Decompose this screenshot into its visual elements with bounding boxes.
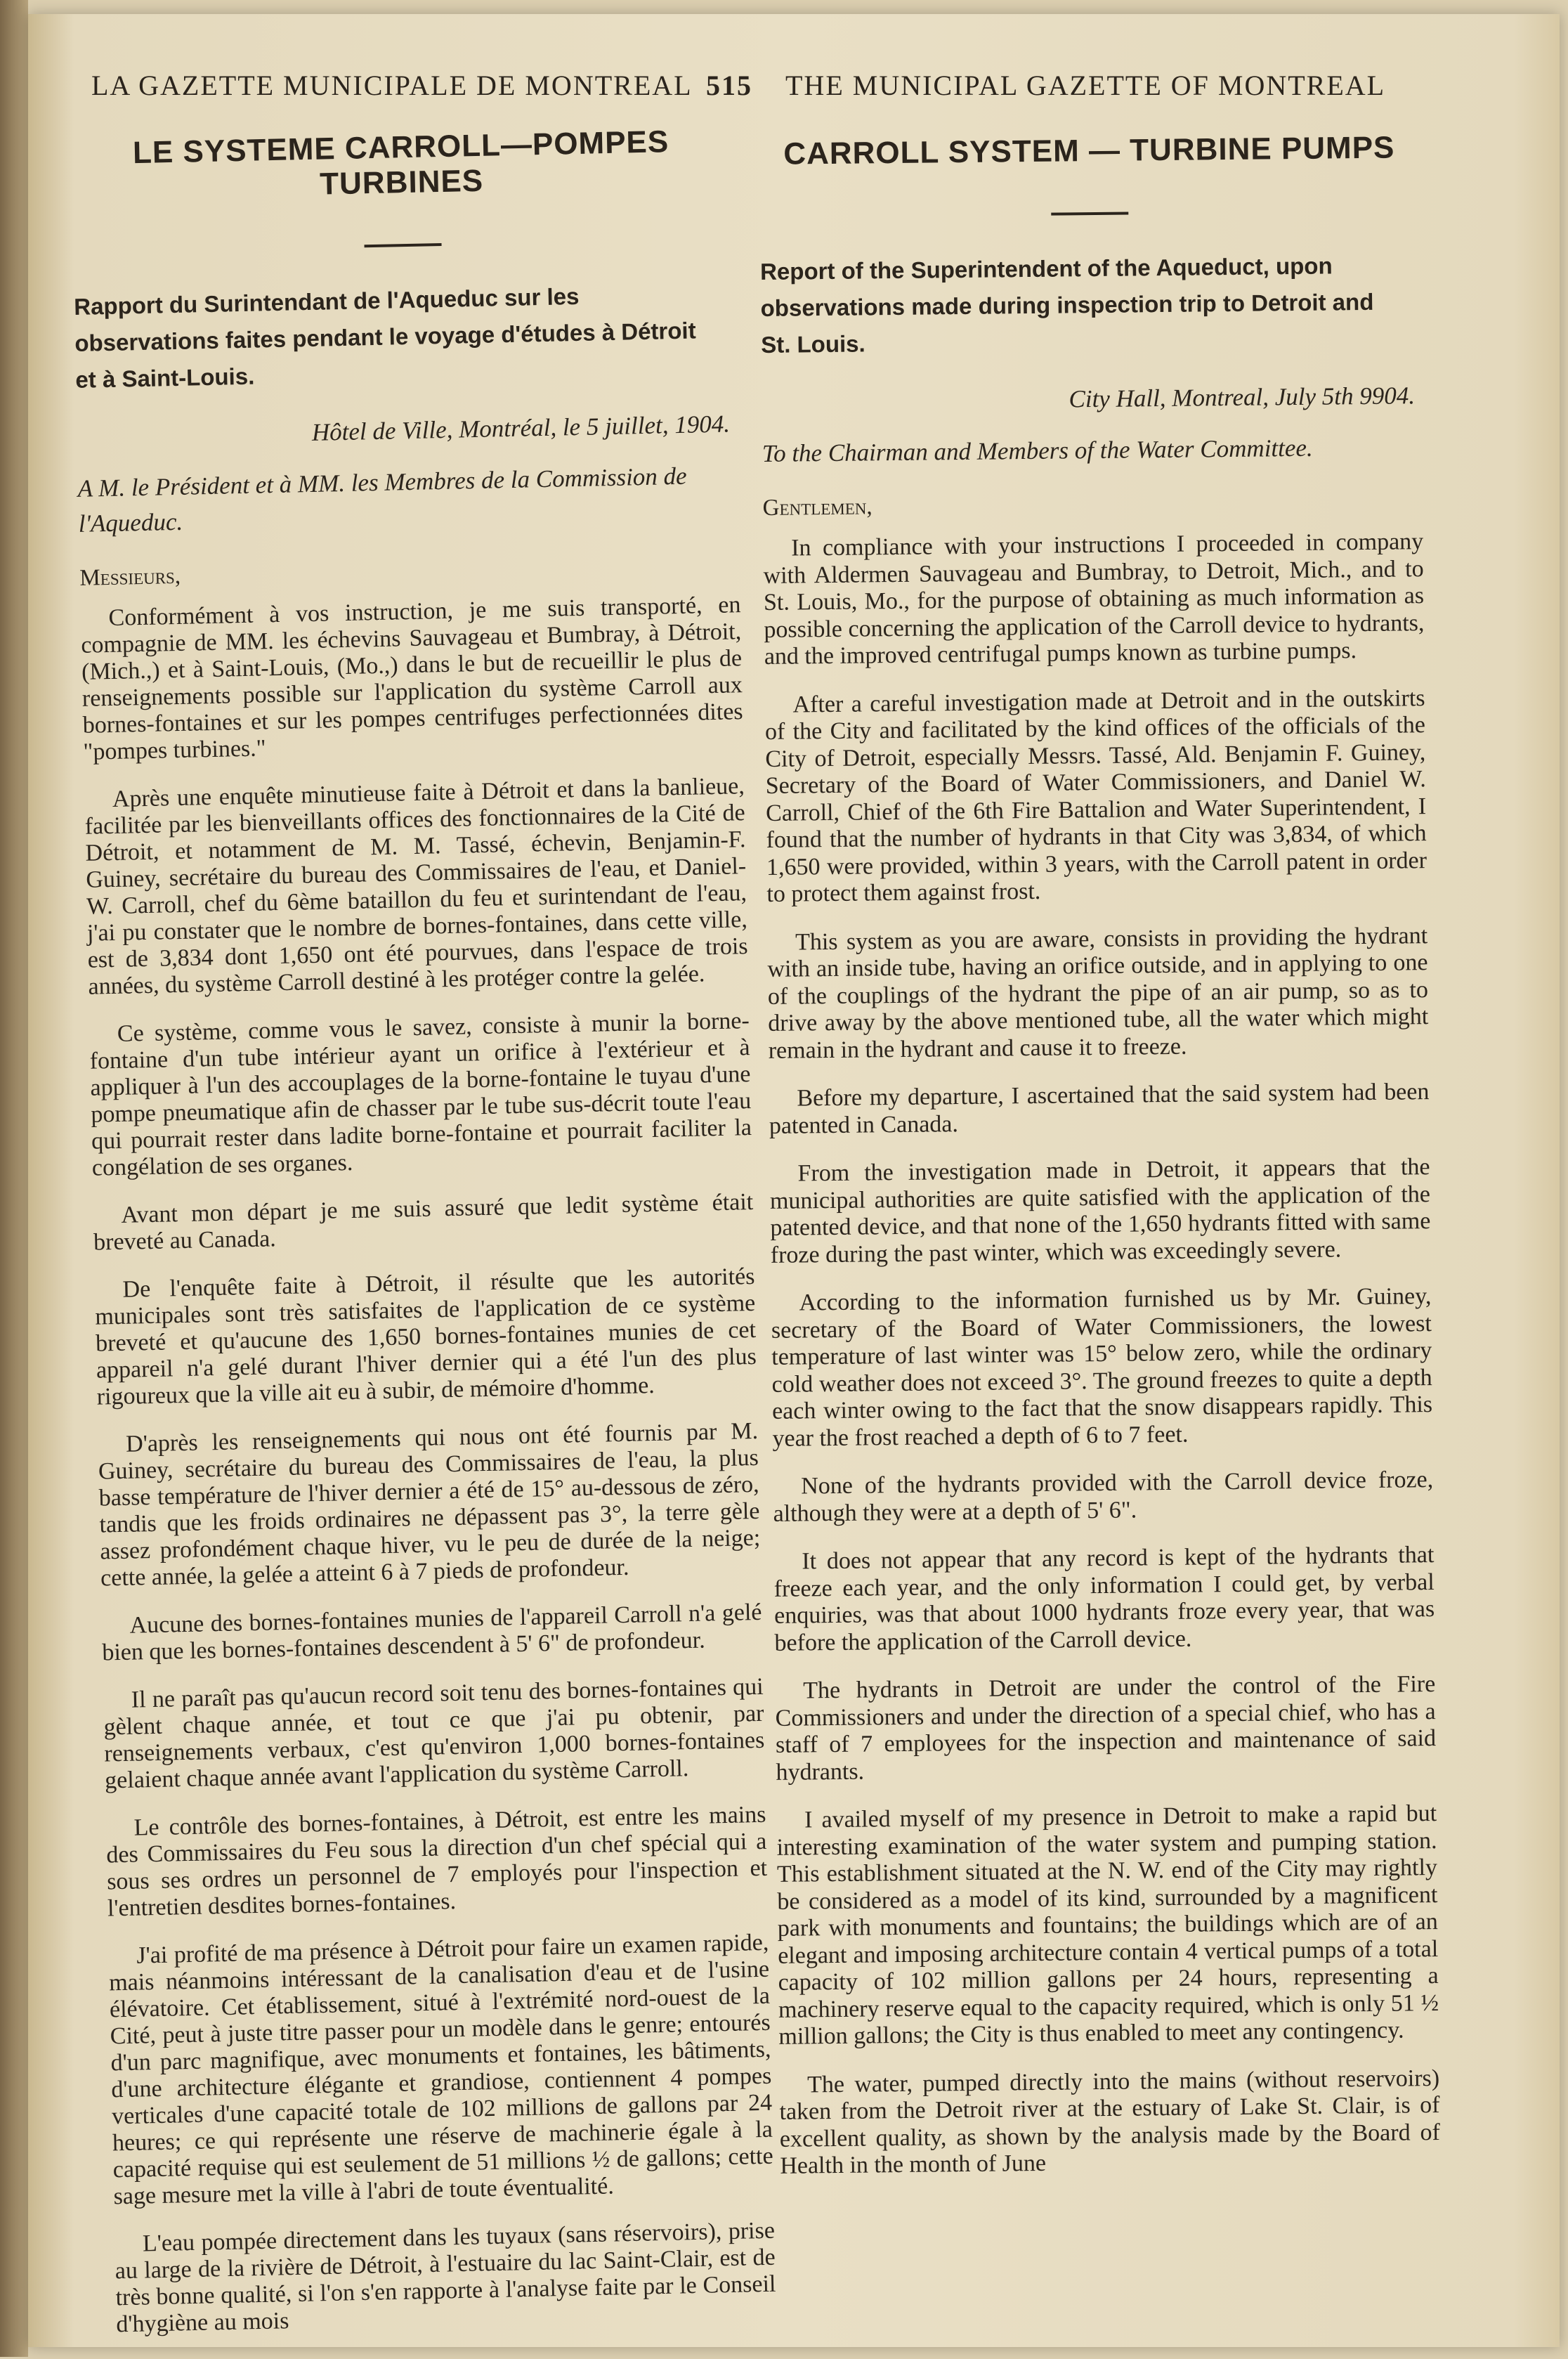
- french-greeting: Messieurs,: [79, 563, 181, 591]
- french-paragraph: Après une enquête minutieuse faite à Détroit et dans la banlieue, facilitée par les bienveillants offices des fonctionnaires de la Cité de Détroit, et notamment de M. M. Tassé, échevin, Benjamin-F. Guiney, secrétaire du bureau des Commissaires de l'eau, et Daniel-W. Carroll, chef du 6ème bataillon du feu et surintendant de l'eau, j'ai pu constater que le nombre de bornes-fontaines, dans cette ville, est de 3,834 dont 1,650 ont été pourvues, dans l'espace de trois années, du système Carroll destiné à les protéger contre la gelée.: [84, 773, 748, 1000]
- french-title: LE SYSTEME CARROLL—POMPES TURBINES: [132, 124, 669, 202]
- french-place-date: Hôtel de Ville, Montréal, le 5 juillet, 1904.: [311, 410, 731, 446]
- english-paragraph: The water, pumped directly into the mains (without reservoirs) taken from the Detroit river at the estuary of Lake St. Clair, is of excellent quality, as shown by the analysis made by the Board of Health in the month of June: [779, 2065, 1441, 2179]
- english-paragraph: It does not appear that any record is kept of the hydrants that freeze each year, and the only information I could get, by verbal enquiries, was that about 1000 hydrants froze every year, that was before the application of the Carroll device.: [773, 1542, 1435, 1656]
- french-paragraph: Conformément à vos instruction, je me suis transporté, en compagnie de MM. les échevins Sauvageau et Bumbray, à Détroit, (Mich.,) et à Saint-Louis, (Mo.,) dans le but de recueillir le plus de renseignements possible sur l'application du système Carroll aux bornes-fontaines et sur les pompes centrifuges perfectionnées dites "pompes turbines.": [80, 592, 743, 765]
- page-number: 515: [706, 70, 752, 101]
- title-rule: [1051, 212, 1128, 215]
- french-paragraph: Avant mon départ je me suis assuré que ledit système était breveté au Canada.: [93, 1188, 754, 1256]
- title-rule: [365, 243, 442, 247]
- french-paragraph: De l'enquête faite à Détroit, il résulte que les autorités municipales sont très satisfaites de l'application de ce système breveté et qu'aucune des 1,650 bornes-fontaines munies de cet appareil n'a gelé durant l'hiver dernier qui a été l'un des plus rigoureux que la ville ait eu à subir, de mémoire d'homme.: [94, 1263, 757, 1410]
- french-paragraph: Ce système, comme vous le savez, consiste à munir la borne-fontaine d'un tube intérieur ayant un orifice à l'extérieur et à appliquer à l'un des accouplages de la borne-fontaine le tuyau d'une pompe pneumatique afin de chasser par le tube sus-décrit toute l'eau qui pourrait rester dans ladite borne-fontaine et pourrait faciliter la congélation de ses organes.: [89, 1008, 752, 1181]
- english-paragraph: According to the information furnished us by Mr. Guiney, secretary of the Board of Water Commissioners, the lowest temperature of last winter was 15° below zero, while the ordinary cold weather does not exceed 3°. The ground freezes to quite a depth each winter owing to the fact that the snow disappears rapidly. This year the frost reached a depth of 6 to 7 feet.: [771, 1283, 1433, 1452]
- english-title: CARROLL SYSTEM — TURBINE PUMPS: [783, 130, 1395, 171]
- english-column: [759, 123, 1441, 2201]
- book-spine-shadow: [0, 0, 28, 2357]
- english-paragraph: From the investigation made in Detroit, it appears that the municipal authorities are quite satisfied with the application of the patented device, and that none of the 1,650 hydrants fitted with same froze during the past winter, which was exceedingly severe.: [769, 1154, 1431, 1268]
- english-paragraph: I availed myself of my presence in Detroit to make a rapid but interesting examination of the water system and pumping station. This establishment situated at the N. W. end of the City may rightly be considered as a model of its kind, surrounded by a magnificent park with monuments and fountains; the buildings which are of an elegant and imposing architecture contain 4 vertical pumps of a total capacity of 102 million gallons per 24 hours, representing a machinery reserve equal to the capacity required, which is only 51 ½ million gallons; the City is thus enabled to meet any contingency.: [776, 1800, 1439, 2050]
- english-paragraph: In compliance with your instructions I proceeded in company with Aldermen Sauvageau and Bumbray, to Detroit, Mich., and to St. Louis, Mo., for the purpose of obtaining as much information as possible concerning the application of the Carroll device to hydrants, and the improved centrifugal pumps known as turbine pumps.: [763, 528, 1425, 670]
- english-paragraph: Before my departure, I ascertained that the said system had been patented in Canada.: [769, 1079, 1430, 1139]
- english-place-date: City Hall, Montreal, July 5th 9904.: [1069, 382, 1416, 413]
- french-report-heading: Rapport du Surintendant de l'Aqueduc sur les observations faites pendant le voyage d'études à Détroit et à Saint-Louis.: [73, 282, 696, 393]
- english-paragraph: None of the hydrants provided with the Carroll device froze, although they were at a depth of 5' 6".: [773, 1467, 1434, 1527]
- english-paragraph: The hydrants in Detroit are under the control of the Fire Commissioners and under the direction of a special chief, who has a staff of 7 employees for the inspection and maintenance of said hydrants.: [775, 1671, 1437, 1786]
- running-head-english: THE MUNICIPAL GAZETTE OF MONTREAL: [785, 70, 1386, 101]
- english-greeting: Gentlemen,: [762, 494, 873, 521]
- french-paragraph: Aucune des bornes-fontaines munies de l'appareil Carroll n'a gelé bien que les bornes-fontaines descendent à 5' 6" de profondeur.: [102, 1599, 762, 1666]
- french-paragraph: Le contrôle des bornes-fontaines, à Détroit, est entre les mains des Commissaires du Feu sous la direction d'un chef spécial qui a sous ses ordres un personnel de 7 employés pour l'inspection et l'entretien desdites bornes-fontaines.: [106, 1801, 768, 1922]
- english-address: To the Chairman and Members of the Water Committee.: [762, 434, 1313, 467]
- french-column: [70, 116, 777, 2359]
- french-address: A M. le Président et à MM. les Membres de la Commission de l'Aqueduc.: [77, 462, 687, 538]
- running-head-french: LA GAZETTE MUNICIPALE DE MONTREAL: [91, 70, 693, 101]
- english-paragraph: This system as you are aware, consists in providing the hydrant with an inside tube, having an orifice outside, and in applying to one of the couplings of the hydrant the pipe of an air pump, so as to drive away by the above mentioned tube, all the water which might remain in the hydrant and cause it to freeze.: [767, 922, 1429, 1064]
- french-paragraph: L'eau pompée directement dans les tuyaux (sans réservoirs), prise au large de la rivière de Détroit, à l'estuaire du lac Saint-Clair, est de très bonne qualité, si l'on s'en rapporte à l'analyse faite par le Conseil d'hygiène au mois: [115, 2217, 776, 2338]
- french-paragraph: Il ne paraît pas qu'aucun record soit tenu des bornes-fontaines qui gèlent chaque année, et tout ce que j'ai pu obtenir, par renseignements verbaux, c'est qu'environ 1,000 bornes-fontaines gelaient chaque année avant l'application du système Carroll.: [103, 1673, 765, 1794]
- french-paragraph: D'après les renseignements qui nous ont été fournis par M. Guiney, secrétaire du bureau des Commissaires de l'eau, la plus basse température de l'hiver dernier a été de 15° au-dessous de zéro, tandis que les froids ordinaires ne dépassent pas 3°, la terre gèle assez profondément chaque hiver, vu le peu de durée de la neige; cette année, la gelée a atteint 6 à 7 pieds de profondeur.: [98, 1417, 761, 1592]
- french-paragraph: J'ai profité de ma présence à Détroit pour faire un examen rapide, mais néanmoins intéressant de la canalisation d'eau et de l'usine élévatoire. Cet établissement, situé à l'extrémité nord-ouest de la Cité, peut à juste titre passer pour un modèle dans le genre; entourés d'un parc magnifique, avec monuments et fontaines, les bâtiments, d'une architecture élégante et grandiose, contiennent 4 pompes verticales d'une capacité totale de 102 millions de gallons par 24 heures; ce qui représente une réserve de machinerie égale à la capacité requise qui est seulement de 51 millions ½ de gallons; cette sage mesure met la ville à l'abri de toute éventualité.: [108, 1929, 773, 2210]
- english-report-heading: Report of the Superintendent of the Aqueduct, upon observations made during inspection trip to Detroit and St. Louis.: [759, 252, 1374, 358]
- english-paragraph: After a careful investigation made at Detroit and in the outskirts of the City and facilitated by the kind offices of the officials of the City of Detroit, especially Messrs. Tassé, Ald. Benjamin F. Guiney, Secretary of the Board of Water Commissioners, and Daniel W. Carroll, Chief of the 6th Fire Battalion and Water Superintendent, I found that the number of hydrants in that City was 3,834, of which 1,650 were provided, within 3 years, with the Carroll patent in order to protect them against frost.: [764, 684, 1427, 907]
